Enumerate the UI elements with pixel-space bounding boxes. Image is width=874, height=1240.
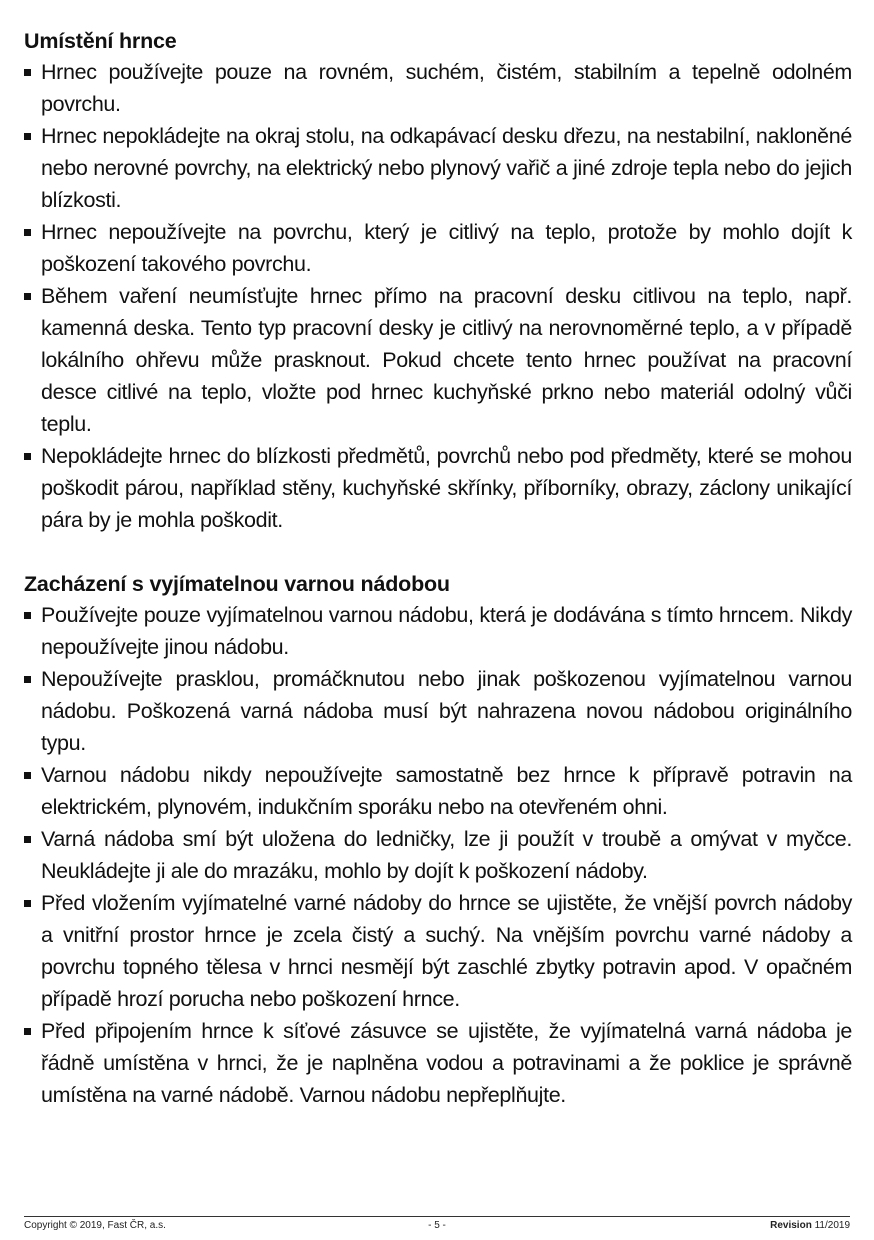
list-item bbox=[24, 216, 852, 280]
bullet-list bbox=[24, 56, 852, 536]
bullet-square-icon bbox=[24, 1028, 31, 1035]
footer-revision-date: 11/2019 bbox=[814, 1220, 850, 1231]
list-item bbox=[24, 663, 852, 759]
bullet-square-icon bbox=[24, 612, 31, 619]
list-item-text: Nepoužívejte prasklou, promáčknutou nebo jinak poškozenou vyjímatelnou varnou nádobu. Poškozená varná nádoba musí být nahrazena novou nádobou originálního typu. bbox=[41, 667, 852, 755]
bullet-square-icon bbox=[24, 69, 31, 76]
list-item bbox=[24, 599, 852, 663]
bullet-square-icon bbox=[24, 772, 31, 779]
list-item-text: Hrnec používejte pouze na rovném, suchém, čistém, stabilním a tepelně odolném povrchu. bbox=[41, 60, 852, 116]
section-heading: Zacházení s vyjímatelnou varnou nádobou bbox=[24, 572, 450, 596]
list-item-text: Nepokládejte hrnec do blízkosti předmětů, povrchů nebo pod předměty, které se mohou poškodit párou, například stěny, kuchyňské skřínky, příborníky, obrazy, záclony unikající pára by je mohla poškodit. bbox=[41, 444, 852, 532]
bullet-square-icon bbox=[24, 293, 31, 300]
footer-revision bbox=[770, 1219, 850, 1233]
list-item bbox=[24, 759, 852, 823]
bullet-square-icon bbox=[24, 900, 31, 907]
list-item-text: Před vložením vyjímatelné varné nádoby do hrnce se ujistěte, že vnější povrch nádoby a vnitřní prostor hrnce je zcela čistý a suchý. Na vnějším povrchu varné nádoby a povrchu topného tělesa v hrnci nesmějí být zaschlé zbytky potravin apod. V opačném případě hrozí porucha nebo poškození hrnce. bbox=[41, 891, 852, 1011]
section-heading: Umístění hrnce bbox=[24, 29, 177, 53]
bullet-square-icon bbox=[24, 676, 31, 683]
page-footer bbox=[24, 1219, 850, 1233]
list-item-text: Používejte pouze vyjímatelnou varnou nádobu, která je dodávána s tímto hrncem. Nikdy nepoužívejte jinou nádobu. bbox=[41, 603, 852, 659]
list-item bbox=[24, 1015, 852, 1111]
section-removable-pot bbox=[24, 569, 852, 1111]
list-item bbox=[24, 887, 852, 1015]
list-item-text: Během vaření neumísťujte hrnec přímo na pracovní desku citlivou na teplo, např. kamenná deska. Tento typ pracovní desky je citlivý na nerovnoměrné teplo, a v případě lokálního ohřevu může prasknout. Pokud chcete tento hrnec používat na pracovní desce citlivé na teplo, vložte pod hrnec kuchyňské prkno nebo materiál odolný vůči teplu. bbox=[41, 284, 852, 436]
list-item bbox=[24, 823, 852, 887]
bullet-square-icon bbox=[24, 133, 31, 140]
list-item bbox=[24, 56, 852, 120]
bullet-square-icon bbox=[24, 836, 31, 843]
list-item-text: Varnou nádobu nikdy nepoužívejte samostatně bez hrnce k přípravě potravin na elektrickém, plynovém, indukčním sporáku nebo na otevřeném ohni. bbox=[41, 763, 852, 819]
footer-page-number: - 5 - bbox=[428, 1220, 446, 1231]
section-placement bbox=[24, 26, 852, 536]
list-item-text: Hrnec nepoužívejte na povrchu, který je citlivý na teplo, protože by mohlo dojít k poškození takového povrchu. bbox=[41, 220, 852, 276]
bullet-square-icon bbox=[24, 453, 31, 460]
list-item bbox=[24, 440, 852, 536]
list-item bbox=[24, 280, 852, 440]
footer-copyright: Copyright © 2019, Fast ČR, a.s. bbox=[24, 1220, 166, 1231]
bullet-square-icon bbox=[24, 229, 31, 236]
footer-revision-label: Revision bbox=[770, 1220, 812, 1231]
list-item-text: Varná nádoba smí být uložena do ledničky, lze ji použít v troubě a omývat v myčce. Neukládejte ji ale do mrazáku, mohlo by dojít k poškození nádoby. bbox=[41, 827, 852, 883]
footer-divider bbox=[24, 1216, 850, 1217]
list-item bbox=[24, 120, 852, 216]
list-item-text: Hrnec nepokládejte na okraj stolu, na odkapávací desku dřezu, na nestabilní, nakloněné nebo nerovné povrchy, na elektrický nebo plynový vařič a jiné zdroje tepla nebo do jejich blízkosti. bbox=[41, 124, 852, 212]
bullet-list bbox=[24, 599, 852, 1111]
list-item-text: Před připojením hrnce k síťové zásuvce se ujistěte, že vyjímatelná varná nádoba je řádně umístěna v hrnci, že je naplněna vodou a potravinami a že poklice je správně umístěna na varné nádobě. Varnou nádobu nepřeplňujte. bbox=[41, 1019, 852, 1107]
